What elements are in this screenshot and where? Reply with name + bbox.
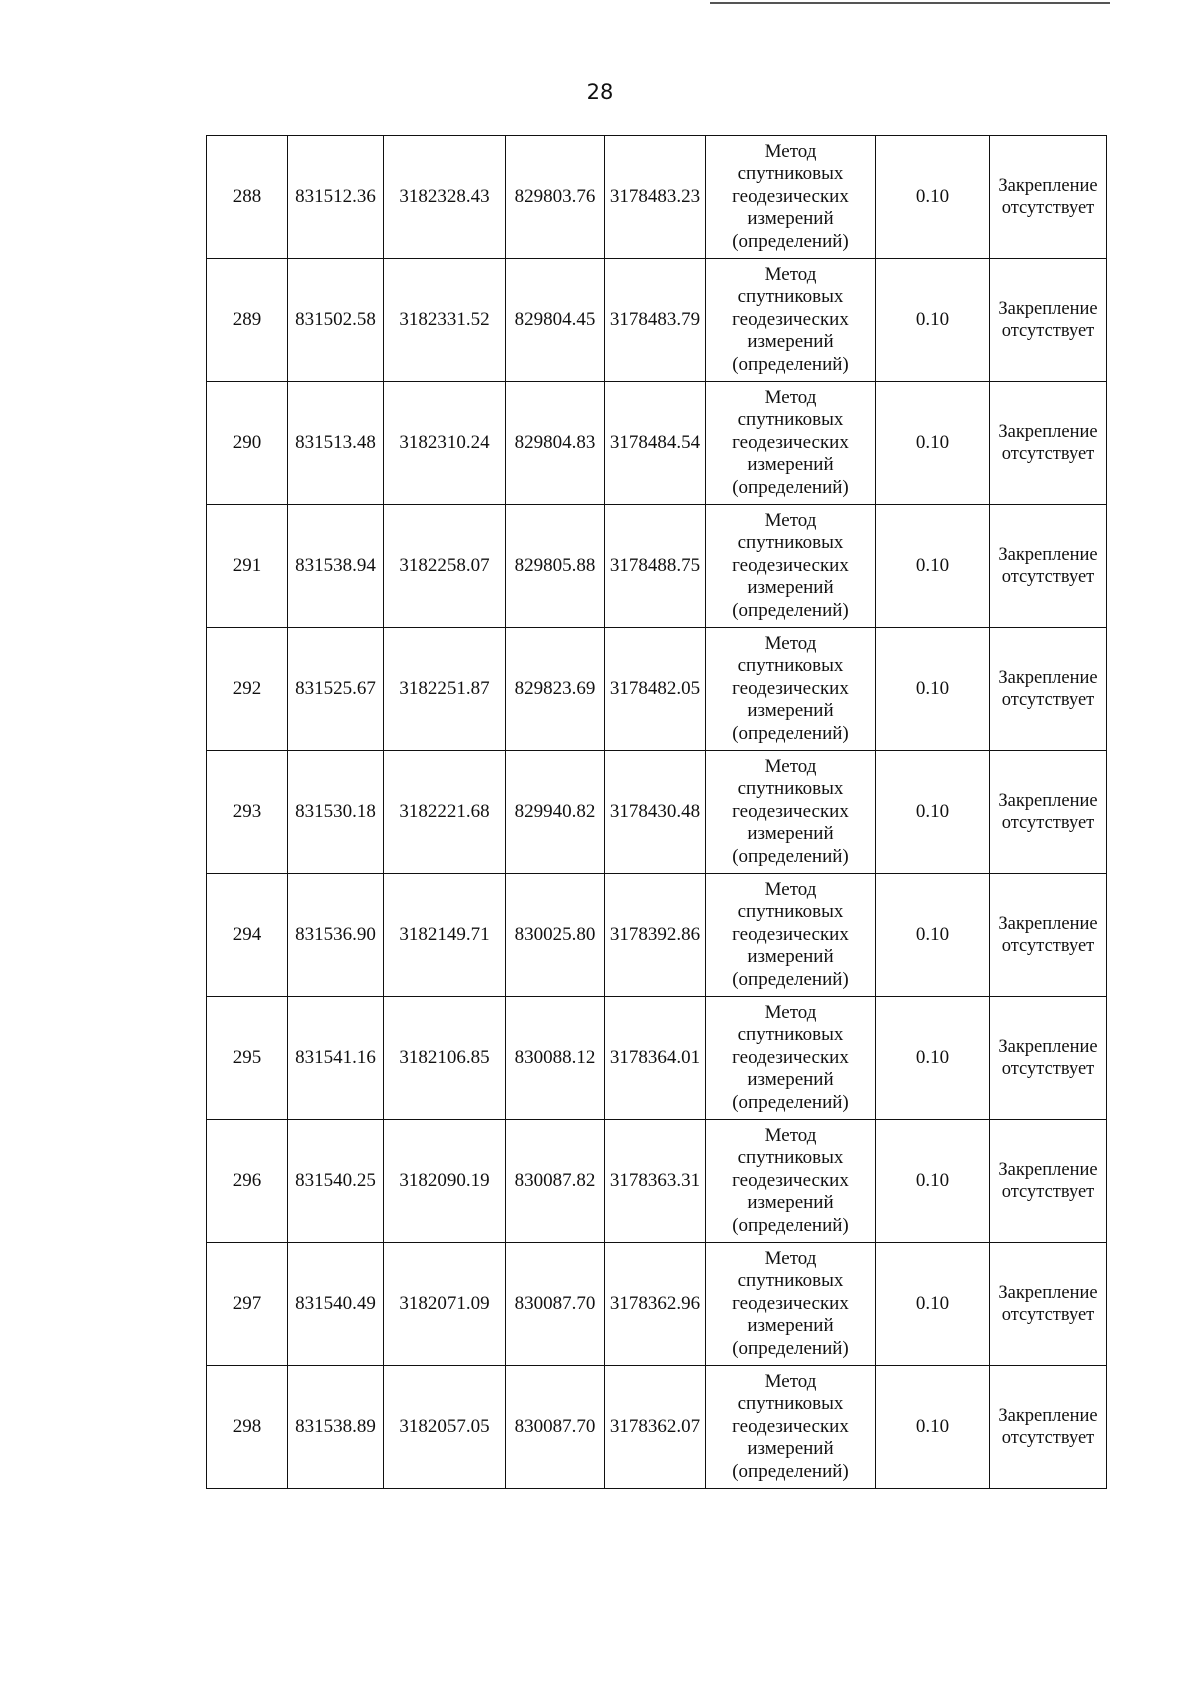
accuracy-cell: 0.10 bbox=[876, 874, 990, 997]
method-line: геодезических bbox=[732, 1415, 849, 1437]
fixation-line: отсутствует bbox=[1001, 1182, 1095, 1202]
fixation-line: Закрепление bbox=[998, 1283, 1098, 1303]
method-line: спутниковых bbox=[737, 901, 844, 923]
table-row bbox=[207, 259, 1107, 382]
fixation-cell bbox=[990, 628, 1107, 751]
method-line: (определений) bbox=[732, 1091, 849, 1113]
method-line: геодезических bbox=[732, 185, 849, 207]
method-line: геодезических bbox=[732, 923, 849, 945]
fixation-cell bbox=[990, 136, 1107, 259]
method-line: Метод bbox=[764, 140, 817, 162]
accuracy-cell: 0.10 bbox=[876, 997, 990, 1120]
x-refined-cell: 829803.76 bbox=[506, 136, 605, 259]
point-number-cell: 296 bbox=[207, 1120, 288, 1243]
method-line: Метод bbox=[764, 386, 817, 408]
method-cell bbox=[706, 505, 876, 628]
method-line: спутниковых bbox=[737, 409, 844, 431]
x-existing-cell: 831536.90 bbox=[288, 874, 384, 997]
point-number-cell: 291 bbox=[207, 505, 288, 628]
table-row bbox=[207, 997, 1107, 1120]
x-refined-cell: 830088.12 bbox=[506, 997, 605, 1120]
fixation-cell bbox=[990, 997, 1107, 1120]
x-existing-cell: 831512.36 bbox=[288, 136, 384, 259]
point-number-cell: 293 bbox=[207, 751, 288, 874]
method-line: Метод bbox=[764, 1247, 817, 1269]
x-refined-cell: 830087.82 bbox=[506, 1120, 605, 1243]
method-cell bbox=[706, 874, 876, 997]
y-existing-cell: 3182106.85 bbox=[384, 997, 506, 1120]
x-existing-cell: 831525.67 bbox=[288, 628, 384, 751]
y-refined-cell: 3178430.48 bbox=[605, 751, 706, 874]
y-existing-cell: 3182331.52 bbox=[384, 259, 506, 382]
y-refined-cell: 3178483.23 bbox=[605, 136, 706, 259]
point-number-cell: 298 bbox=[207, 1366, 288, 1489]
method-line: Метод bbox=[764, 755, 817, 777]
method-line: геодезических bbox=[732, 800, 849, 822]
y-existing-cell: 3182071.09 bbox=[384, 1243, 506, 1366]
method-line: (определений) bbox=[732, 968, 849, 990]
method-line: измерений bbox=[747, 208, 834, 230]
fixation-line: Закрепление bbox=[998, 1160, 1098, 1180]
point-number-cell: 289 bbox=[207, 259, 288, 382]
method-line: измерений bbox=[747, 1069, 834, 1091]
fixation-line: Закрепление bbox=[998, 545, 1098, 565]
method-line: Метод bbox=[764, 263, 817, 285]
fixation-line: Закрепление bbox=[998, 422, 1098, 442]
method-line: (определений) bbox=[732, 230, 849, 252]
method-line: (определений) bbox=[732, 1460, 849, 1482]
accuracy-cell: 0.10 bbox=[876, 259, 990, 382]
method-line: геодезических bbox=[732, 308, 849, 330]
method-line: спутниковых bbox=[737, 1024, 844, 1046]
method-line: измерений bbox=[747, 700, 834, 722]
fixation-line: отсутствует bbox=[1001, 936, 1095, 956]
method-line: Метод bbox=[764, 509, 817, 531]
point-number-cell: 297 bbox=[207, 1243, 288, 1366]
coordinates-table bbox=[206, 135, 1107, 1489]
y-existing-cell: 3182258.07 bbox=[384, 505, 506, 628]
page-number: 28 bbox=[586, 80, 614, 104]
x-existing-cell: 831538.89 bbox=[288, 1366, 384, 1489]
point-number-cell: 292 bbox=[207, 628, 288, 751]
method-line: (определений) bbox=[732, 722, 849, 744]
y-existing-cell: 3182221.68 bbox=[384, 751, 506, 874]
x-refined-cell: 829804.45 bbox=[506, 259, 605, 382]
accuracy-cell: 0.10 bbox=[876, 751, 990, 874]
y-existing-cell: 3182328.43 bbox=[384, 136, 506, 259]
x-refined-cell: 830087.70 bbox=[506, 1366, 605, 1489]
fixation-line: отсутствует bbox=[1001, 198, 1095, 218]
method-line: измерений bbox=[747, 1192, 834, 1214]
method-line: геодезических bbox=[732, 431, 849, 453]
x-refined-cell: 830025.80 bbox=[506, 874, 605, 997]
accuracy-cell: 0.10 bbox=[876, 136, 990, 259]
point-number-cell: 295 bbox=[207, 997, 288, 1120]
method-line: измерений bbox=[747, 823, 834, 845]
x-existing-cell: 831530.18 bbox=[288, 751, 384, 874]
fixation-line: Закрепление bbox=[998, 791, 1098, 811]
fixation-line: Закрепление bbox=[998, 1037, 1098, 1057]
method-line: Метод bbox=[764, 1001, 817, 1023]
table-row bbox=[207, 136, 1107, 259]
top-rule bbox=[710, 2, 1110, 4]
method-line: геодезических bbox=[732, 1046, 849, 1068]
x-refined-cell: 829805.88 bbox=[506, 505, 605, 628]
fixation-line: отсутствует bbox=[1001, 444, 1095, 464]
accuracy-cell: 0.10 bbox=[876, 1243, 990, 1366]
x-existing-cell: 831513.48 bbox=[288, 382, 384, 505]
method-line: геодезических bbox=[732, 1169, 849, 1191]
method-cell bbox=[706, 259, 876, 382]
fixation-line: отсутствует bbox=[1001, 690, 1095, 710]
method-line: спутниковых bbox=[737, 1147, 844, 1169]
fixation-line: Закрепление bbox=[998, 1406, 1098, 1426]
method-line: геодезических bbox=[732, 554, 849, 576]
fixation-line: отсутствует bbox=[1001, 813, 1095, 833]
method-line: Метод bbox=[764, 878, 817, 900]
fixation-line: отсутствует bbox=[1001, 1428, 1095, 1448]
y-existing-cell: 3182310.24 bbox=[384, 382, 506, 505]
method-cell bbox=[706, 382, 876, 505]
fixation-line: отсутствует bbox=[1001, 1305, 1095, 1325]
x-refined-cell: 829823.69 bbox=[506, 628, 605, 751]
fixation-line: отсутствует bbox=[1001, 567, 1095, 587]
method-cell bbox=[706, 1120, 876, 1243]
y-existing-cell: 3182251.87 bbox=[384, 628, 506, 751]
method-line: Метод bbox=[764, 1370, 817, 1392]
method-line: спутниковых bbox=[737, 532, 844, 554]
accuracy-cell: 0.10 bbox=[876, 505, 990, 628]
accuracy-cell: 0.10 bbox=[876, 1366, 990, 1489]
table-row bbox=[207, 1243, 1107, 1366]
fixation-cell bbox=[990, 1120, 1107, 1243]
fixation-line: Закрепление bbox=[998, 914, 1098, 934]
y-refined-cell: 3178483.79 bbox=[605, 259, 706, 382]
method-line: спутниковых bbox=[737, 1270, 844, 1292]
fixation-line: Закрепление bbox=[998, 176, 1098, 196]
method-cell bbox=[706, 1243, 876, 1366]
method-line: Метод bbox=[764, 632, 817, 654]
point-number-cell: 288 bbox=[207, 136, 288, 259]
fixation-cell bbox=[990, 751, 1107, 874]
method-line: спутниковых bbox=[737, 778, 844, 800]
method-line: измерений bbox=[747, 1438, 834, 1460]
fixation-line: Закрепление bbox=[998, 668, 1098, 688]
accuracy-cell: 0.10 bbox=[876, 382, 990, 505]
y-refined-cell: 3178488.75 bbox=[605, 505, 706, 628]
method-line: (определений) bbox=[732, 1214, 849, 1236]
method-line: (определений) bbox=[732, 845, 849, 867]
y-refined-cell: 3178363.31 bbox=[605, 1120, 706, 1243]
method-line: (определений) bbox=[732, 476, 849, 498]
method-line: спутниковых bbox=[737, 1393, 844, 1415]
table-row bbox=[207, 505, 1107, 628]
y-existing-cell: 3182090.19 bbox=[384, 1120, 506, 1243]
x-refined-cell: 829940.82 bbox=[506, 751, 605, 874]
y-refined-cell: 3178362.96 bbox=[605, 1243, 706, 1366]
method-line: геодезических bbox=[732, 1292, 849, 1314]
method-line: спутниковых bbox=[737, 655, 844, 677]
fixation-cell bbox=[990, 874, 1107, 997]
fixation-line: Закрепление bbox=[998, 299, 1098, 319]
coordinates-table-body bbox=[207, 136, 1107, 1489]
y-refined-cell: 3178364.01 bbox=[605, 997, 706, 1120]
x-existing-cell: 831540.25 bbox=[288, 1120, 384, 1243]
method-line: (определений) bbox=[732, 353, 849, 375]
method-line: геодезических bbox=[732, 677, 849, 699]
y-refined-cell: 3178362.07 bbox=[605, 1366, 706, 1489]
y-existing-cell: 3182149.71 bbox=[384, 874, 506, 997]
method-line: измерений bbox=[747, 1315, 834, 1337]
x-existing-cell: 831538.94 bbox=[288, 505, 384, 628]
table-row bbox=[207, 1366, 1107, 1489]
method-line: Метод bbox=[764, 1124, 817, 1146]
method-cell bbox=[706, 751, 876, 874]
fixation-cell bbox=[990, 505, 1107, 628]
table-row bbox=[207, 751, 1107, 874]
method-cell bbox=[706, 628, 876, 751]
fixation-cell bbox=[990, 1243, 1107, 1366]
fixation-cell bbox=[990, 259, 1107, 382]
fixation-cell bbox=[990, 1366, 1107, 1489]
method-line: (определений) bbox=[732, 1337, 849, 1359]
method-cell bbox=[706, 136, 876, 259]
y-refined-cell: 3178484.54 bbox=[605, 382, 706, 505]
fixation-line: отсутствует bbox=[1001, 1059, 1095, 1079]
method-line: измерений bbox=[747, 946, 834, 968]
accuracy-cell: 0.10 bbox=[876, 628, 990, 751]
table-row bbox=[207, 628, 1107, 751]
y-refined-cell: 3178392.86 bbox=[605, 874, 706, 997]
x-refined-cell: 829804.83 bbox=[506, 382, 605, 505]
accuracy-cell: 0.10 bbox=[876, 1120, 990, 1243]
x-existing-cell: 831540.49 bbox=[288, 1243, 384, 1366]
fixation-cell bbox=[990, 382, 1107, 505]
y-refined-cell: 3178482.05 bbox=[605, 628, 706, 751]
y-existing-cell: 3182057.05 bbox=[384, 1366, 506, 1489]
method-line: измерений bbox=[747, 331, 834, 353]
x-existing-cell: 831541.16 bbox=[288, 997, 384, 1120]
x-existing-cell: 831502.58 bbox=[288, 259, 384, 382]
table-row bbox=[207, 1120, 1107, 1243]
table-row bbox=[207, 382, 1107, 505]
method-cell bbox=[706, 1366, 876, 1489]
point-number-cell: 294 bbox=[207, 874, 288, 997]
fixation-line: отсутствует bbox=[1001, 321, 1095, 341]
x-refined-cell: 830087.70 bbox=[506, 1243, 605, 1366]
method-line: (определений) bbox=[732, 599, 849, 621]
method-line: спутниковых bbox=[737, 286, 844, 308]
method-cell bbox=[706, 997, 876, 1120]
point-number-cell: 290 bbox=[207, 382, 288, 505]
method-line: измерений bbox=[747, 454, 834, 476]
method-line: измерений bbox=[747, 577, 834, 599]
table-row bbox=[207, 874, 1107, 997]
method-line: спутниковых bbox=[737, 163, 844, 185]
